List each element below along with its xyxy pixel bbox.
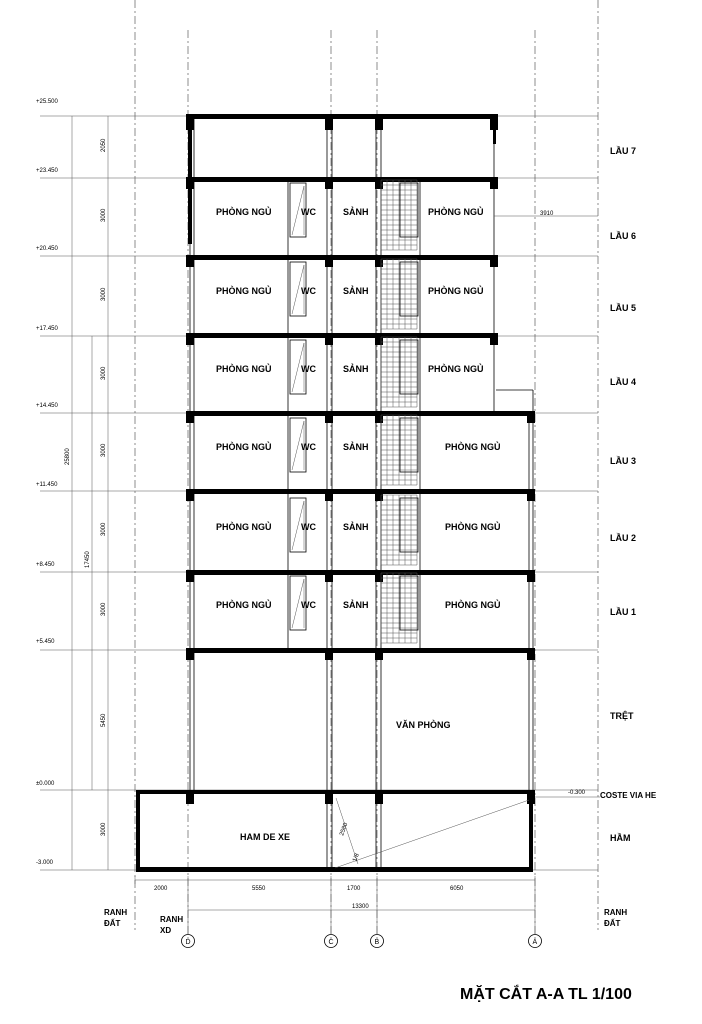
level-value: +25.500: [36, 99, 58, 105]
ranh-xd-2: XD: [160, 926, 172, 935]
ranh-dat-left-1: RANH: [104, 908, 128, 917]
room-label-left: PHÒNG NGỦ: [216, 522, 272, 532]
level-value: +14.450: [36, 403, 58, 409]
floor-label-lau5: LẦU 5: [610, 303, 637, 313]
room-label-right: PHÒNG NGỦ: [428, 364, 484, 374]
floor-label-lau3: LẦU 3: [610, 456, 637, 466]
level-value: ±0.000: [36, 781, 55, 787]
storey-dim: 2050: [101, 138, 107, 152]
room-label-hall: SẢNH: [343, 207, 369, 217]
storey-dimensions: [65, 138, 107, 836]
level-value: +17.450: [36, 326, 58, 332]
room-label-hall: SẢNH: [343, 600, 369, 610]
coste-value: -0.300: [568, 790, 586, 796]
room-label-wc: WC: [301, 600, 316, 610]
room-label-wc: WC: [301, 442, 316, 452]
storey-dim: 5450: [101, 713, 107, 727]
grid-axes: [182, 884, 542, 948]
storey-dim: 3000: [101, 602, 107, 616]
ramp-slope: 1/8: [352, 852, 361, 863]
storey-dim: 3000: [101, 443, 107, 457]
floor-label-tret: TRỆT: [610, 711, 634, 721]
ranh-dat-right-1: RANH: [604, 908, 628, 917]
rooms: [216, 206, 501, 610]
room-label-left: PHÒNG NGỦ: [216, 600, 272, 610]
ranh-xd-1: RANH: [160, 915, 184, 924]
room-label-wc: WC: [301, 364, 316, 374]
drawing-title: MẶT CẮT A-A TL 1/100: [460, 986, 632, 1003]
storey-dim: 3000: [101, 208, 107, 222]
room-label-hall: SẢNH: [343, 364, 369, 374]
h-dim: 2000: [154, 886, 168, 892]
room-label-hall: SẢNH: [343, 286, 369, 296]
ranh-dat-right-2: ĐẤT: [604, 919, 621, 928]
room-label-right: PHÒNG NGỦ: [428, 286, 484, 296]
grid-axis-c: C: [328, 939, 334, 946]
h-dim: 6050: [450, 886, 464, 892]
level-value: +8.450: [36, 562, 55, 568]
overall-dim: 13300: [352, 904, 369, 910]
total-dim: 17450: [85, 551, 91, 568]
level-values: [36, 99, 59, 866]
floor-label-lau6: LẦU 6: [610, 231, 637, 241]
floor-label-ham: HẦM: [610, 833, 631, 843]
room-label-right: PHÒNG NGỦ: [445, 522, 501, 532]
room-label-right: PHÒNG NGỦ: [445, 442, 501, 452]
storey-dim: 3000: [101, 822, 107, 836]
room-label-hall: SẢNH: [343, 442, 369, 452]
room-label-right: PHÒNG NGỦ: [428, 207, 484, 217]
vertical-dimension-lines: [72, 116, 108, 870]
level-value: +5.450: [36, 639, 55, 645]
floor-label-lau4: LẦU 4: [610, 377, 637, 387]
level-value: +23.450: [36, 168, 58, 174]
level-value: +20.450: [36, 246, 58, 252]
room-label-wc: WC: [301, 286, 316, 296]
room-label-right: PHÒNG NGỦ: [445, 600, 501, 610]
floor-label-lau1: LẦU 1: [610, 607, 637, 617]
room-label-left: PHÒNG NGỦ: [216, 286, 272, 296]
storey-dim: 3000: [101, 366, 107, 380]
floor-label-lau2: LẦU 2: [610, 533, 637, 543]
room-label-left: PHÒNG NGỦ: [216, 207, 272, 217]
horizontal-dimension-lines: [135, 876, 535, 914]
basement-room-label: HAM DE XE: [240, 832, 291, 842]
room-label-hall: SẢNH: [343, 522, 369, 532]
level-value: -3.000: [36, 860, 54, 866]
h-dim: 1700: [347, 886, 361, 892]
grid-axis-d: D: [185, 939, 191, 946]
storey-dim: 3000: [101, 522, 107, 536]
level-value: +11.450: [36, 482, 58, 488]
ranh-dat-left-2: ĐẤT: [104, 919, 121, 928]
ramp-dim: 2580: [339, 822, 350, 837]
total-dim: 25800: [65, 448, 71, 465]
room-label-left: PHÒNG NGỦ: [216, 442, 272, 452]
room-label-wc: WC: [301, 522, 316, 532]
storey-dim: 3000: [101, 287, 107, 301]
floor-label-lau7: LẦU 7: [610, 146, 637, 156]
grid-axis-b: B: [374, 939, 380, 946]
coste-label: COSTE VIA HE: [600, 791, 657, 800]
ramp: [335, 798, 529, 868]
floor-slabs: [136, 114, 533, 872]
room-label-left: PHÒNG NGỦ: [216, 364, 272, 374]
ground-room-label: VĂN PHÒNG: [396, 720, 451, 730]
room-label-wc: WC: [301, 207, 316, 217]
balcony-dim: 3910: [540, 211, 554, 217]
grid-axis-a: A: [532, 939, 538, 946]
h-dim: 5550: [252, 886, 266, 892]
